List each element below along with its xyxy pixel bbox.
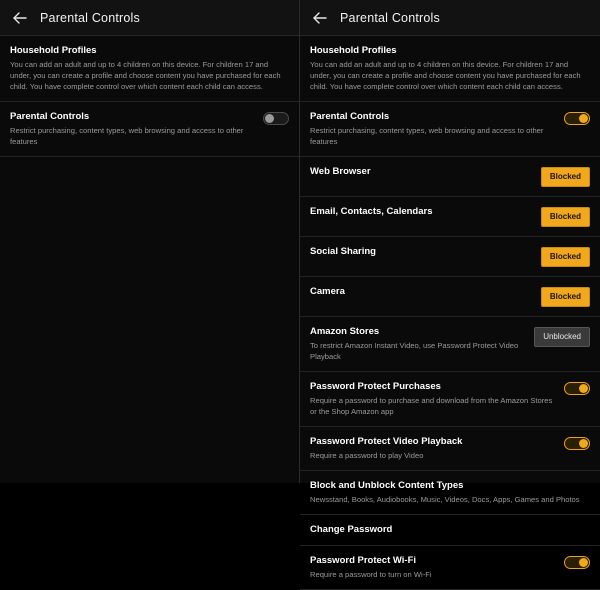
row-subtitle: Newsstand, Books, Audiobooks, Music, Videos, Docs, Apps, Games and Photos	[310, 495, 580, 504]
row-subtitle: Restrict purchasing, content types, web browsing and access to other features	[10, 126, 244, 146]
row-title: Parental Controls	[10, 111, 90, 122]
setting-row-password-protect-video-playback[interactable]	[300, 427, 600, 471]
toggle-knob	[265, 114, 274, 123]
social-sharing-status-badge[interactable]: Blocked	[541, 247, 590, 267]
back-arrow-icon[interactable]	[310, 8, 330, 28]
row-control	[541, 285, 590, 307]
password-protect-video-playback-toggle[interactable]	[564, 437, 590, 450]
row-subtitle: Require a password to turn on Wi-Fi	[310, 570, 432, 579]
row-title: Web Browser	[310, 166, 371, 177]
camera-status-badge[interactable]: Blocked	[541, 287, 590, 307]
setting-row-parental-controls[interactable]	[0, 102, 299, 157]
row-control	[564, 380, 590, 395]
setting-row-household-profiles[interactable]	[0, 36, 299, 102]
setting-row-change-password[interactable]	[300, 515, 600, 546]
row-subtitle: Require a password to play Video	[310, 451, 424, 460]
toggle-knob	[579, 558, 588, 567]
setting-row-password-protect-purchases[interactable]	[300, 372, 600, 427]
row-title: Household Profiles	[310, 45, 397, 56]
row-title: Password Protect Wi-Fi	[310, 555, 417, 566]
row-subtitle: Restrict purchasing, content types, web browsing and access to other features	[310, 126, 544, 146]
row-subtitle: To restrict Amazon Instant Video, use Password Protect Video Playback	[310, 341, 519, 361]
row-title: Parental Controls	[310, 111, 390, 122]
row-control	[534, 325, 590, 347]
right-titlebar	[300, 0, 600, 36]
row-title: Email, Contacts, Calendars	[310, 206, 433, 217]
row-control	[564, 110, 590, 125]
parental-controls-toggle[interactable]	[564, 112, 590, 125]
email-contacts-calendars-status-badge[interactable]: Blocked	[541, 207, 590, 227]
row-title: Household Profiles	[10, 45, 97, 56]
amazon-stores-status-badge[interactable]: Unblocked	[534, 327, 590, 347]
right-screen	[300, 0, 600, 579]
setting-row-email-contacts-calendars[interactable]	[300, 197, 600, 237]
setting-row-amazon-stores[interactable]	[300, 317, 600, 372]
setting-row-social-sharing[interactable]	[300, 237, 600, 277]
parental-controls-toggle[interactable]	[263, 112, 289, 125]
left-screen	[0, 0, 300, 483]
page-title: Parental Controls	[40, 10, 140, 25]
password-protect-purchases-toggle[interactable]	[564, 382, 590, 395]
row-control	[263, 110, 289, 125]
row-subtitle: Require a password to purchase and download from the Amazon Stores or the Shop Amazon app	[310, 396, 553, 416]
row-control	[541, 245, 590, 267]
row-control	[564, 435, 590, 450]
setting-row-parental-controls[interactable]	[300, 102, 600, 157]
row-title: Block and Unblock Content Types	[310, 480, 464, 491]
back-arrow-icon[interactable]	[10, 8, 30, 28]
web-browser-status-badge[interactable]: Blocked	[541, 167, 590, 187]
row-control	[541, 205, 590, 227]
row-control	[541, 165, 590, 187]
setting-row-password-protect-wifi[interactable]	[300, 546, 600, 590]
row-subtitle: You can add an adult and up to 4 children on this device. For children 17 and under, you can create a profile and choose content you have purchased for each child. You have complete control over which content each child can access.	[10, 60, 281, 91]
setting-row-camera[interactable]	[300, 277, 600, 317]
toggle-knob	[579, 114, 588, 123]
setting-row-household-profiles[interactable]	[300, 36, 600, 102]
left-titlebar	[0, 0, 299, 36]
row-title: Social Sharing	[310, 246, 376, 257]
page-title: Parental Controls	[340, 10, 440, 25]
setting-row-block-and-unblock-content-types[interactable]	[300, 471, 600, 515]
row-title: Camera	[310, 286, 345, 297]
row-title: Password Protect Video Playback	[310, 436, 463, 447]
toggle-knob	[579, 439, 588, 448]
row-title: Amazon Stores	[310, 326, 380, 337]
toggle-knob	[579, 384, 588, 393]
row-subtitle: You can add an adult and up to 4 children on this device. For children 17 and under, you can create a profile and choose content you have purchased for each child. You have complete control over which content each child can access.	[310, 60, 581, 91]
row-control	[564, 554, 590, 569]
row-title: Change Password	[310, 524, 393, 535]
row-title: Password Protect Purchases	[310, 381, 441, 392]
password-protect-wifi-toggle[interactable]	[564, 556, 590, 569]
setting-row-web-browser[interactable]	[300, 157, 600, 197]
